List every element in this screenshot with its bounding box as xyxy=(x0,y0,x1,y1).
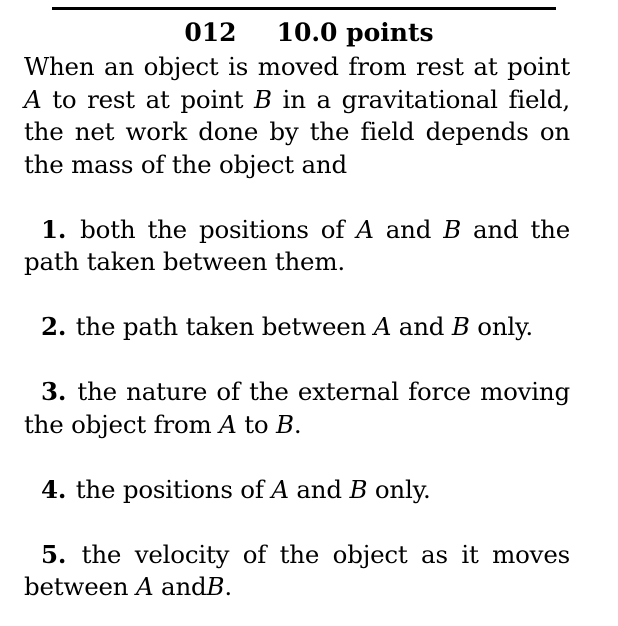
stem-text: in a gravitational field, the net work done by the field depends on the mass of the object and xyxy=(24,84,570,179)
answer-choice-3[interactable] xyxy=(24,376,570,441)
answer-choice-4[interactable] xyxy=(24,474,570,507)
question-points: 10.0 points xyxy=(276,18,434,47)
point-a-symbol: A xyxy=(271,474,289,504)
answer-choice-2[interactable] xyxy=(24,311,570,344)
choice-text: the positions of xyxy=(68,474,272,504)
choice-text: the path taken between xyxy=(68,312,374,341)
point-b-symbol: B xyxy=(254,84,272,114)
choice-number: 3. xyxy=(41,377,67,406)
question-stem xyxy=(24,51,570,181)
point-b-symbol: B xyxy=(443,214,461,244)
choice-number: 4. xyxy=(41,474,67,504)
point-a-symbol: A xyxy=(24,84,42,114)
stem-text: to rest at point xyxy=(41,84,255,114)
choice-text: to xyxy=(236,409,277,439)
choice-text: and xyxy=(391,312,452,341)
point-a-symbol: A xyxy=(373,312,392,341)
choice-text: only. xyxy=(469,312,534,341)
answer-choice-5[interactable] xyxy=(24,539,570,604)
choice-text: . xyxy=(224,572,232,601)
question-body xyxy=(24,51,570,604)
choice-text: only. xyxy=(367,474,431,504)
top-rule xyxy=(52,7,556,10)
choice-number: 2. xyxy=(41,312,67,341)
choice-text: the velocity of the object as it moves between xyxy=(24,539,570,601)
stem-text: When an object is moved from rest at point xyxy=(24,52,570,81)
point-a-symbol: A xyxy=(356,214,374,244)
choice-number: 1. xyxy=(41,214,67,244)
choice-text: . xyxy=(293,409,302,439)
choice-text: and xyxy=(288,474,350,504)
answer-choice-1[interactable] xyxy=(24,214,570,279)
point-a-symbol: A xyxy=(135,572,154,601)
choice-text: and xyxy=(373,214,444,244)
choice-text: the nature of the external force moving the object from xyxy=(24,377,570,439)
question-header xyxy=(0,18,618,48)
point-b-symbol: B xyxy=(451,312,470,341)
point-a-symbol: A xyxy=(219,409,237,439)
choice-text: both the positions of xyxy=(68,214,357,244)
choice-text: and xyxy=(153,572,207,601)
point-b-symbol: B xyxy=(349,474,368,504)
point-b-symbol: B xyxy=(206,572,225,601)
question-number: 012 xyxy=(184,18,237,47)
choice-number: 5. xyxy=(41,539,67,569)
point-b-symbol: B xyxy=(276,409,294,439)
choice-text: and the path taken between them. xyxy=(24,214,570,276)
